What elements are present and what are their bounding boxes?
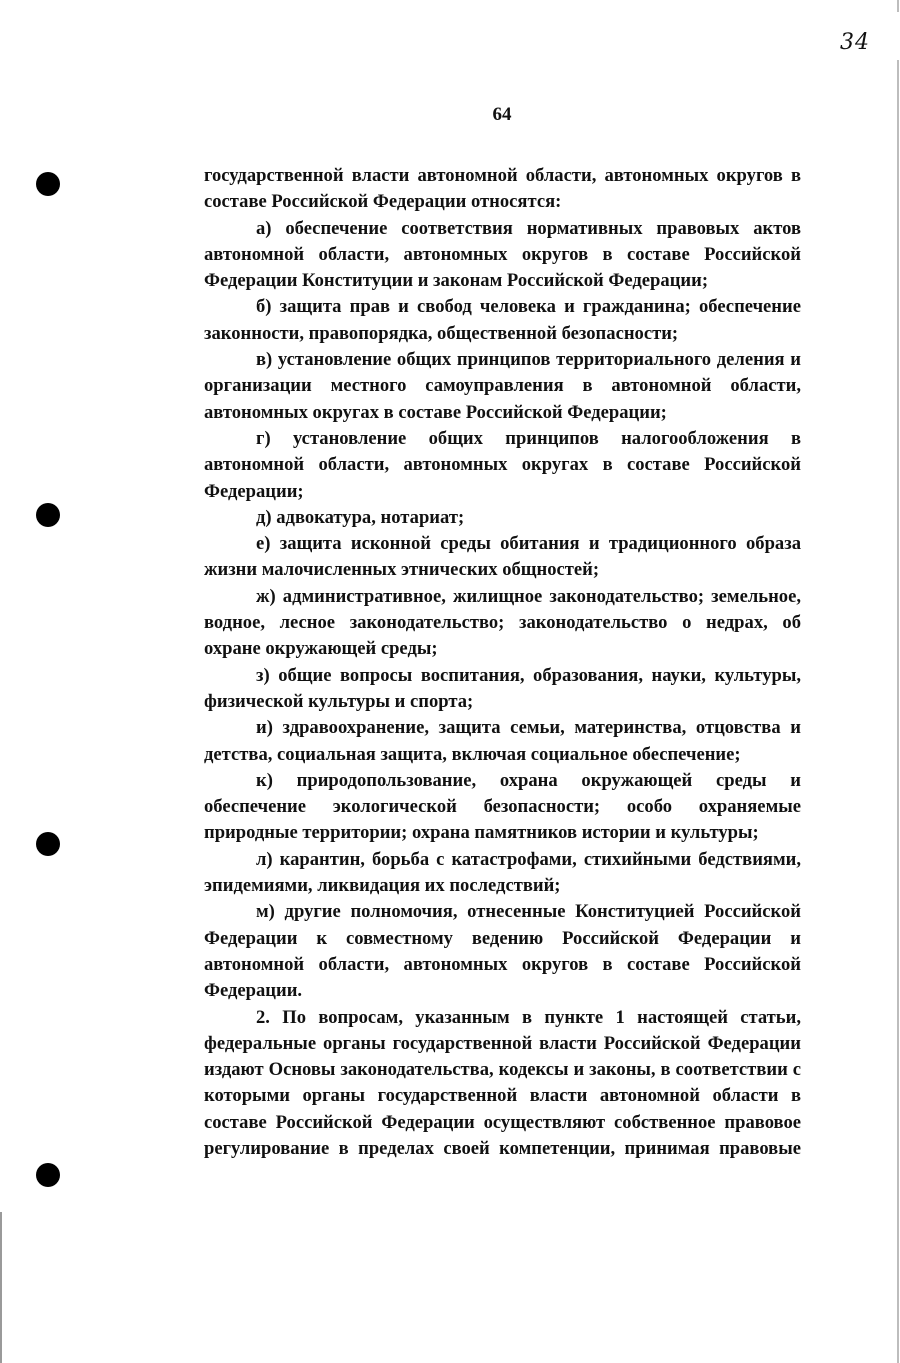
list-item-a: а) обеспечение соответствия нормативных правовых актов автономной области, автономных округов в составе Российской Федерации Конституции и законам Российской Федерации;: [204, 217, 801, 292]
page-number: 64: [492, 104, 512, 125]
list-item-k: к) природопользование, охрана окружающей среды и обеспечение экологической безопасности; особо охраняемые природные территории; охрана памятников истории и культуры;: [204, 769, 801, 844]
list-item-b: б) защита прав и свобод человека и гражданина; обеспечение законности, правопорядка, общественной безопасности;: [204, 296, 801, 344]
scan-edge-left: [0, 1212, 2, 1363]
list-item-d: д) адвокатура, нотариат;: [256, 506, 465, 528]
list-item-m: м) другие полномочия, отнесенные Конституцией Российской Федерации к совместному ведению Российской Федерации и автономной области, автономных округов в составе Российской Федерации.: [204, 901, 801, 1002]
scan-edge-right: [897, 60, 899, 1363]
list-item-l: л) карантин, борьба с катастрофами, стихийными бедствиями, эпидемиями, ликвидация их последствий;: [204, 848, 801, 897]
document-body: [204, 163, 801, 1162]
list-item-zh: ж) административное, жилищное законодательство; земельное, водное, лесное законодательство; законодательство о недрах, об охране окружающей среды;: [204, 585, 801, 660]
handwritten-sheet-number: 34: [840, 30, 870, 55]
punch-hole: [36, 172, 60, 196]
list-item-i: и) здравоохранение, защита семьи, материнства, отцовства и детства, социальная защита, включая социальное обеспечение;: [204, 717, 801, 765]
list-item-g: г) установление общих принципов налогообложения в автономной области, автономных округах в составе Российской Федерации;: [204, 427, 801, 502]
paragraph-clause-2: 2. По вопросам, указанным в пункте 1 настоящей статьи, федеральные органы государственной власти Российской Федерации издают Основы законодательства, кодексы и законы, в соответствии с которыми органы государственной власти автономной области в составе Российской Федерации осуществляют собственное правовое регулирование в пределах своей компетенции, принимая правовые: [204, 1006, 801, 1159]
punch-hole: [36, 1163, 60, 1187]
list-item-e: е) защита исконной среды обитания и традиционного образа жизни малочисленных этнических общностей;: [204, 533, 801, 581]
list-item-z: з) общие вопросы воспитания, образования, науки, культуры, физической культуры и спорта;: [204, 664, 801, 712]
punch-hole: [36, 832, 60, 856]
paragraph-intro: государственной власти автономной области, автономных округов в составе Российской Федерации относятся:: [204, 165, 801, 213]
punch-hole: [36, 503, 60, 527]
scan-edge-right-top: [897, 0, 899, 12]
list-item-v: в) установление общих принципов территориального деления и организации местного самоуправления в автономной области, автономных округах в составе Российской Федерации;: [204, 349, 801, 423]
